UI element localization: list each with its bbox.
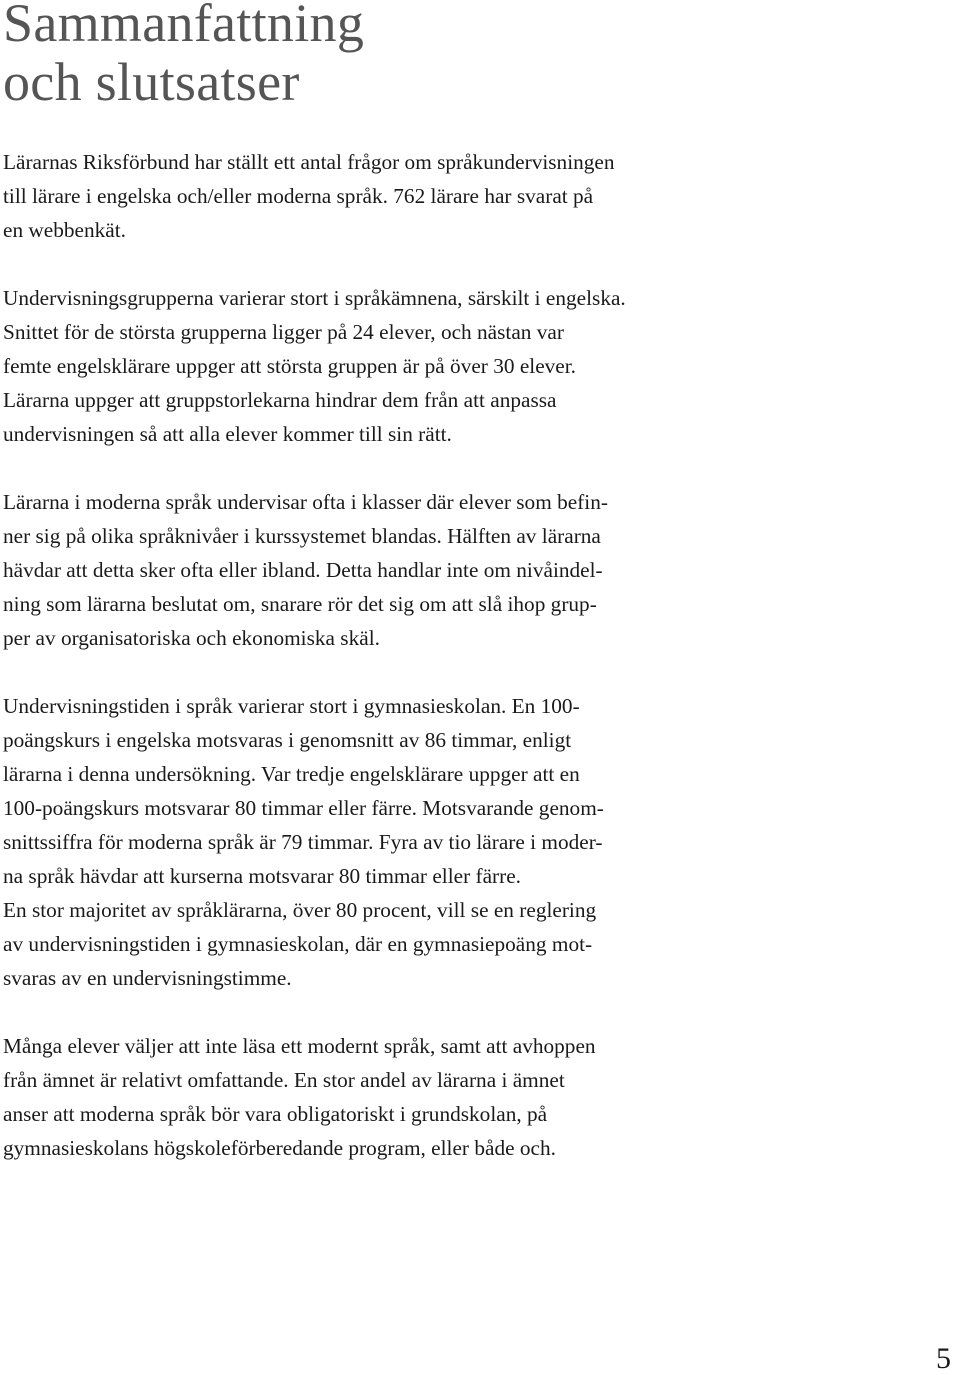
text-line: Lärarnas Riksförbund har ställt ett antal frågor om språkundervisningen	[3, 150, 615, 174]
paragraph-modern-languages	[3, 1029, 743, 1165]
text-line: hävdar att detta sker ofta eller ibland. Detta handlar inte om nivåindel-	[3, 558, 603, 582]
paragraph-group-sizes	[3, 281, 743, 451]
page-title-line-1: Sammanfattning	[3, 0, 365, 53]
text-line: anser att moderna språk bör vara obligatoriskt i grundskolan, på	[3, 1102, 548, 1126]
text-line: ning som lärarna beslutat om, snarare rör det sig om att slå ihop grup-	[3, 592, 597, 616]
text-line: Undervisningstiden i språk varierar stort i gymnasieskolan. En 100-	[3, 694, 580, 718]
text-line: femte engelsklärare uppger att största gruppen är på över 30 elever.	[3, 354, 576, 378]
text-line: na språk hävdar att kurserna motsvarar 80 timmar eller färre.	[3, 864, 521, 888]
text-line: Många elever väljer att inte läsa ett modernt språk, samt att avhoppen	[3, 1034, 596, 1058]
text-line: en webbenkät.	[3, 218, 126, 242]
text-line: snittssiffra för moderna språk är 79 timmar. Fyra av tio lärare i moder-	[3, 830, 603, 854]
page-number: 5	[936, 1342, 951, 1375]
text-line: från ämnet är relativt omfattande. En stor andel av lärarna i ämnet	[3, 1068, 565, 1092]
text-line: Snittet för de största grupperna ligger på 24 elever, och nästan var	[3, 320, 564, 344]
text-line: av undervisningstiden i gymnasieskolan, där en gymnasiepoäng mot-	[3, 932, 593, 956]
paragraph-survey-intro	[3, 145, 743, 247]
paragraph-teaching-time	[3, 689, 743, 995]
text-line: till lärare i engelska och/eller moderna språk. 762 lärare har svarat på	[3, 184, 594, 208]
paragraph-mixed-levels	[3, 485, 743, 655]
text-line: Lärarna i moderna språk undervisar ofta i klasser där elever som befin-	[3, 490, 608, 514]
text-line: ner sig på olika språknivåer i kurssystemet blandas. Hälften av lärarna	[3, 524, 601, 548]
text-line: lärarna i denna undersökning. Var tredje engelsklärare uppger att en	[3, 762, 580, 786]
text-line: per av organisatoriska och ekonomiska skäl.	[3, 626, 380, 650]
text-line: svaras av en undervisningstimme.	[3, 966, 292, 990]
text-line: poängskurs i engelska motsvaras i genomsnitt av 86 timmar, enligt	[3, 728, 572, 752]
text-line: gymnasieskolans högskoleförberedande program, eller både och.	[3, 1136, 556, 1160]
page-title	[3, 0, 364, 112]
text-line: 100-poängskurs motsvarar 80 timmar eller färre. Motsvarande genom-	[3, 796, 604, 820]
body-text	[3, 145, 743, 1165]
text-line: Lärarna uppger att gruppstorlekarna hindrar dem från att anpassa	[3, 388, 557, 412]
page-title-line-2: och slutsatser	[3, 52, 300, 112]
text-line: En stor majoritet av språklärarna, över 80 procent, vill se en reglering	[3, 898, 597, 922]
text-line: Undervisningsgrupperna varierar stort i språkämnena, särskilt i engelska.	[3, 286, 626, 310]
text-line: undervisningen så att alla elever kommer till sin rätt.	[3, 422, 452, 446]
